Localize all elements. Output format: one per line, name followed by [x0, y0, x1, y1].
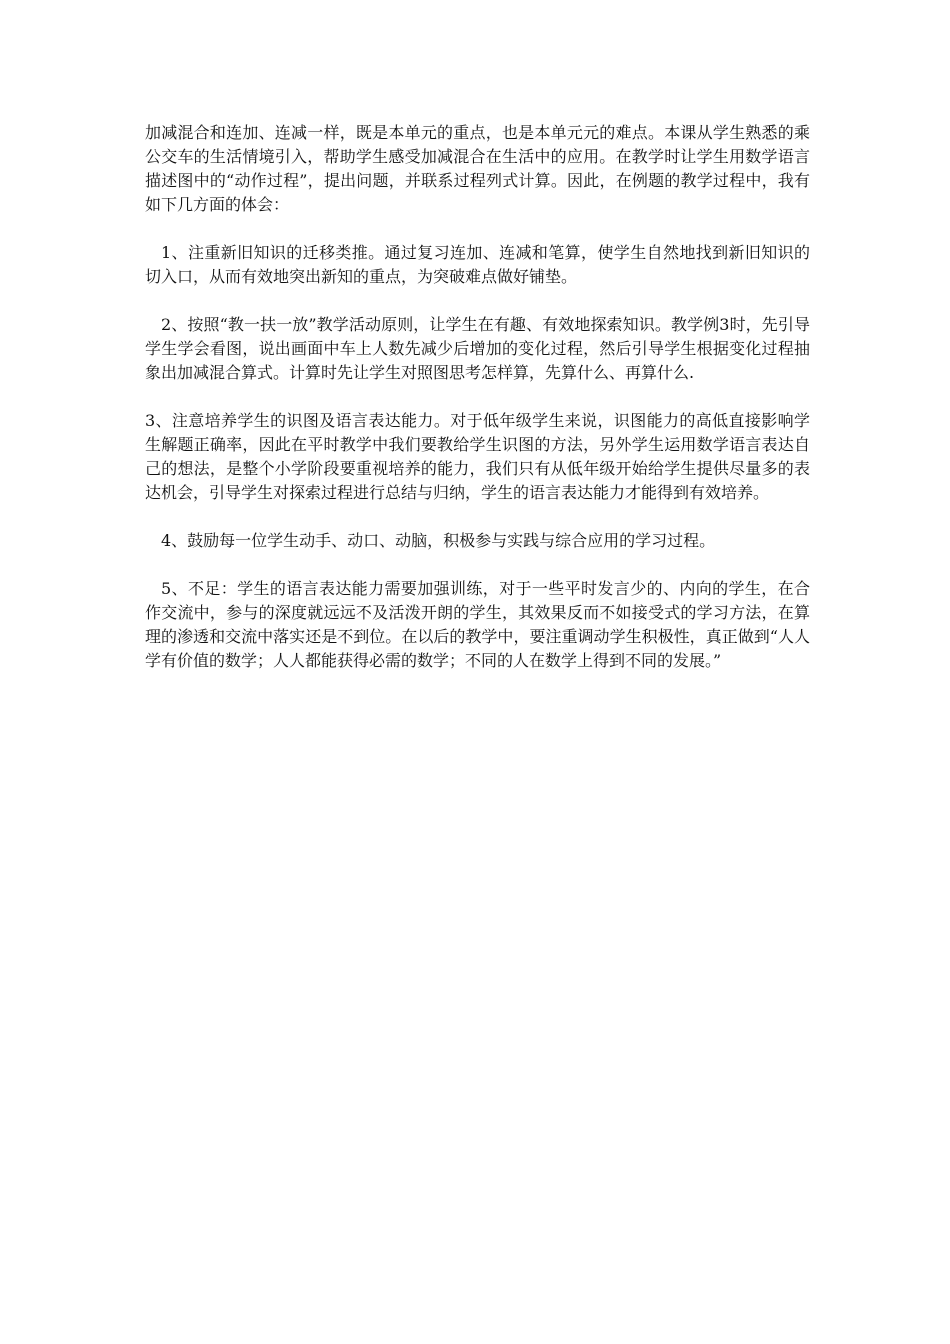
intro-paragraph: 加减混合和连加、连减一样，既是本单元的重点，也是本单元元的难点。本课从学生熟悉的乘公交车的生活情境引入，帮助学生感受加减混合在生活中的应用。在教学时让学生用数学语言描述图中的“动作过程”，提出问题，并联系过程列式计算。因此，在例题的教学过程中，我有如下几方面的体会： — [145, 123, 810, 214]
point-5-paragraph: 5、不足：学生的语言表达能力需要加强训练，对于一些平时发言少的、内向的学生，在合作交流中，参与的深度就远远不及活泼开朗的学生，其效果反而不如接受式的学习方法，在算理的渗透和交流中落实还是不到位。在以后的教学中，要注重调动学生积极性，真正做到“人人学有价值的数学；人人都能获得必需的数学；不同的人在数学上得到不同的发展。” — [145, 579, 810, 670]
point-2-paragraph: 2、按照“教一扶一放”教学活动原则，让学生在有趣、有效地探索知识。教学例3时，先引导学生学会看图，说出画面中车上人数先减少后增加的变化过程，然后引导学生根据变化过程抽象出加减混合算式。计算时先让学生对照图思考怎样算，先算什么、再算什么. — [145, 315, 810, 382]
point-4-paragraph: 4、鼓励每一位学生动手、动口、动脑，积极参与实践与综合应用的学习过程。 — [161, 531, 716, 550]
point-3-paragraph: 3、注意培养学生的识图及语言表达能力。对于低年级学生来说，识图能力的高低直接影响学生解题正确率，因此在平时教学中我们要教给学生识图的方法，另外学生运用数学语言表达自己的想法，是整个小学阶段要重视培养的能力，我们只有从低年级开始给学生提供尽量多的表达机会，引导学生对探索过程进行总结与归纳，学生的语言表达能力才能得到有效培养。 — [145, 411, 810, 502]
point-1-paragraph: 1、注重新旧知识的迁移类推。通过复习连加、连减和笔算，使学生自然地找到新旧知识的切入口，从而有效地突出新知的重点，为突破难点做好铺垫。 — [145, 243, 810, 286]
document-body — [145, 121, 810, 697]
